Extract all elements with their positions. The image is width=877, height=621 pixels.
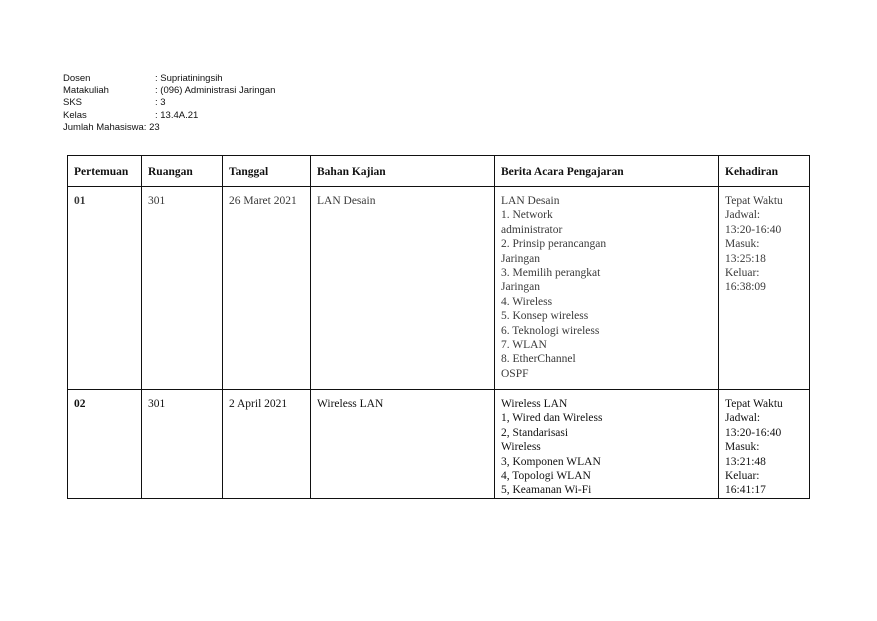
cell-bahan-kajian: LAN Desain — [311, 187, 495, 390]
cell-pertemuan: 01 — [68, 187, 142, 390]
berita-line: 6. Teknologi wireless — [501, 324, 600, 337]
berita-line: 5, Keamanan Wi-Fi — [501, 484, 592, 497]
cell-pertemuan: 02 — [68, 390, 142, 499]
berita-line: 2, Standarisasi — [501, 426, 569, 439]
berita-line: 3. Memilih perangkat — [501, 267, 601, 280]
cell-tanggal: 2 April 2021 — [223, 390, 311, 499]
col-header-ruangan: Ruangan — [142, 156, 223, 187]
kehadiran-line: Masuk: — [725, 238, 760, 251]
matakuliah-row — [63, 85, 275, 97]
berita-line: Wireless LAN — [501, 398, 568, 410]
kehadiran-line: Tepat Waktu — [725, 195, 783, 207]
kehadiran-line: 13:25:18 — [725, 252, 766, 265]
jumlah-label: Jumlah Mahasiswa — [63, 121, 144, 133]
sks-label: SKS — [63, 97, 83, 109]
cell-tanggal: 26 Maret 2021 — [223, 187, 311, 390]
berita-line: administrator — [501, 223, 563, 236]
col-header-pertemuan: Pertemuan — [68, 156, 142, 187]
dosen-label: Dosen — [63, 73, 91, 84]
cell-berita-acara — [495, 187, 719, 390]
berita-line: 8. EtherChannel — [501, 353, 576, 366]
sks-row — [63, 97, 275, 109]
kelas-label: Kelas — [63, 109, 87, 121]
jumlah-row — [63, 122, 275, 134]
kehadiran-line: Keluar: — [725, 267, 760, 280]
berita-line: Wireless — [501, 441, 541, 454]
berita-line: 7. WLAN — [501, 339, 547, 352]
attendance-table — [67, 155, 810, 499]
berita-line: OSPF — [501, 367, 529, 380]
col-header-bahan-kajian: Bahan Kajian — [311, 156, 495, 187]
matakuliah-value: : (096) Administrasi Jaringan — [155, 85, 276, 97]
berita-line: 2. Prinsip perancangan — [501, 238, 607, 251]
kehadiran-line: Keluar: — [725, 470, 760, 483]
kehadiran-line: Masuk: — [725, 441, 760, 454]
cell-ruangan: 301 — [142, 187, 223, 390]
berita-line: LAN Desain — [501, 195, 560, 207]
kelas-value: : 13.4A.21 — [155, 109, 199, 121]
berita-line: Jaringan — [501, 252, 540, 265]
table-header-row — [68, 156, 810, 187]
table-row — [68, 390, 810, 499]
jumlah-value: : 23 — [143, 121, 160, 133]
dosen-row — [63, 73, 275, 85]
col-header-berita-acara: Berita Acara Pengajaran — [495, 156, 719, 187]
kehadiran-line: 13:20-16:40 — [725, 223, 782, 236]
kehadiran-line: Tepat Waktu — [725, 398, 783, 410]
berita-line: Jaringan — [501, 281, 540, 294]
cell-ruangan: 301 — [142, 390, 223, 499]
cell-berita-acara — [495, 390, 719, 499]
berita-line: 4, Topologi WLAN — [501, 470, 591, 483]
kehadiran-line: Jadwal: — [725, 209, 761, 222]
dosen-value: : Supriatiningsih — [155, 73, 223, 84]
cell-kehadiran — [719, 187, 810, 390]
kehadiran-line: 13:21:48 — [725, 455, 766, 468]
berita-line: 5. Konsep wireless — [501, 310, 589, 323]
cell-bahan-kajian: Wireless LAN — [311, 390, 495, 499]
kehadiran-line: 16:38:09 — [725, 281, 766, 294]
attendance-table-wrap — [67, 155, 809, 499]
kehadiran-line: 16:41:17 — [725, 484, 766, 497]
berita-line: 4. Wireless — [501, 295, 553, 308]
berita-line: 3, Komponen WLAN — [501, 455, 601, 468]
table-row — [68, 187, 810, 390]
course-info — [63, 73, 275, 134]
kelas-row — [63, 110, 275, 122]
matakuliah-label: Matakuliah — [63, 85, 109, 97]
berita-line: 1. Network — [501, 209, 553, 222]
kehadiran-line: Jadwal: — [725, 412, 761, 425]
sks-value: : 3 — [155, 97, 166, 109]
col-header-kehadiran: Kehadiran — [719, 156, 810, 187]
kehadiran-line: 13:20-16:40 — [725, 426, 782, 439]
col-header-tanggal: Tanggal — [223, 156, 311, 187]
cell-kehadiran — [719, 390, 810, 499]
berita-line: 1, Wired dan Wireless — [501, 412, 603, 425]
